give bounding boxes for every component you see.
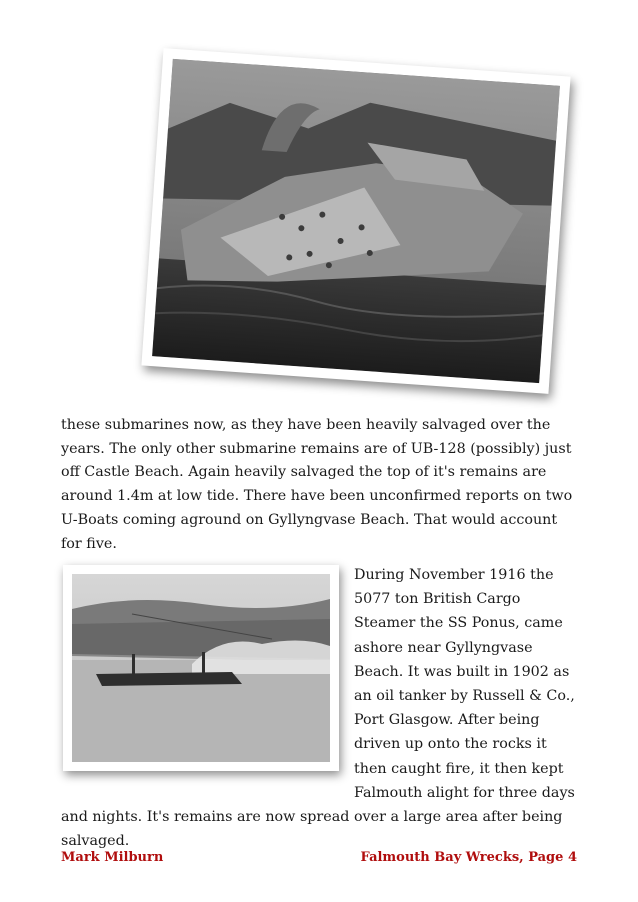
body-paragraph-2: During November 1916 the 5077 ton British Cargo Steamer the SS Ponus, came ashore near Gyllyngvase Beach. It was built in 1902 as an oil tanker by Russell & Co., Port Glasgow. After being driven up onto the rocks it then caught fire, it then kept Falmouth alight for three days and nights. It's remains are now spread over a large area after being salvaged. (61, 567, 575, 850)
submarine-wreck-photo (141, 48, 570, 394)
submarine-wreck-image (152, 59, 560, 383)
body-paragraph-2-container (61, 563, 583, 853)
footer-author: Mark Milburn (61, 850, 164, 865)
float-spacer (61, 563, 354, 781)
footer-page-title: Falmouth Bay Wrecks, Page 4 (360, 850, 577, 865)
submarine-wreck-drawing (152, 59, 560, 383)
body-paragraph-1: these submarines now, as they have been heavily salvaged over the years. The only other submarine remains are of UB-128 (possibly) just off Castle Beach. Again heavily salvaged the top of it's remains are around 1.4m at low tide. There have been unconfirmed reports on two U-Boats coming aground on Gyllyngvase Beach. That would account for five. (61, 417, 573, 552)
